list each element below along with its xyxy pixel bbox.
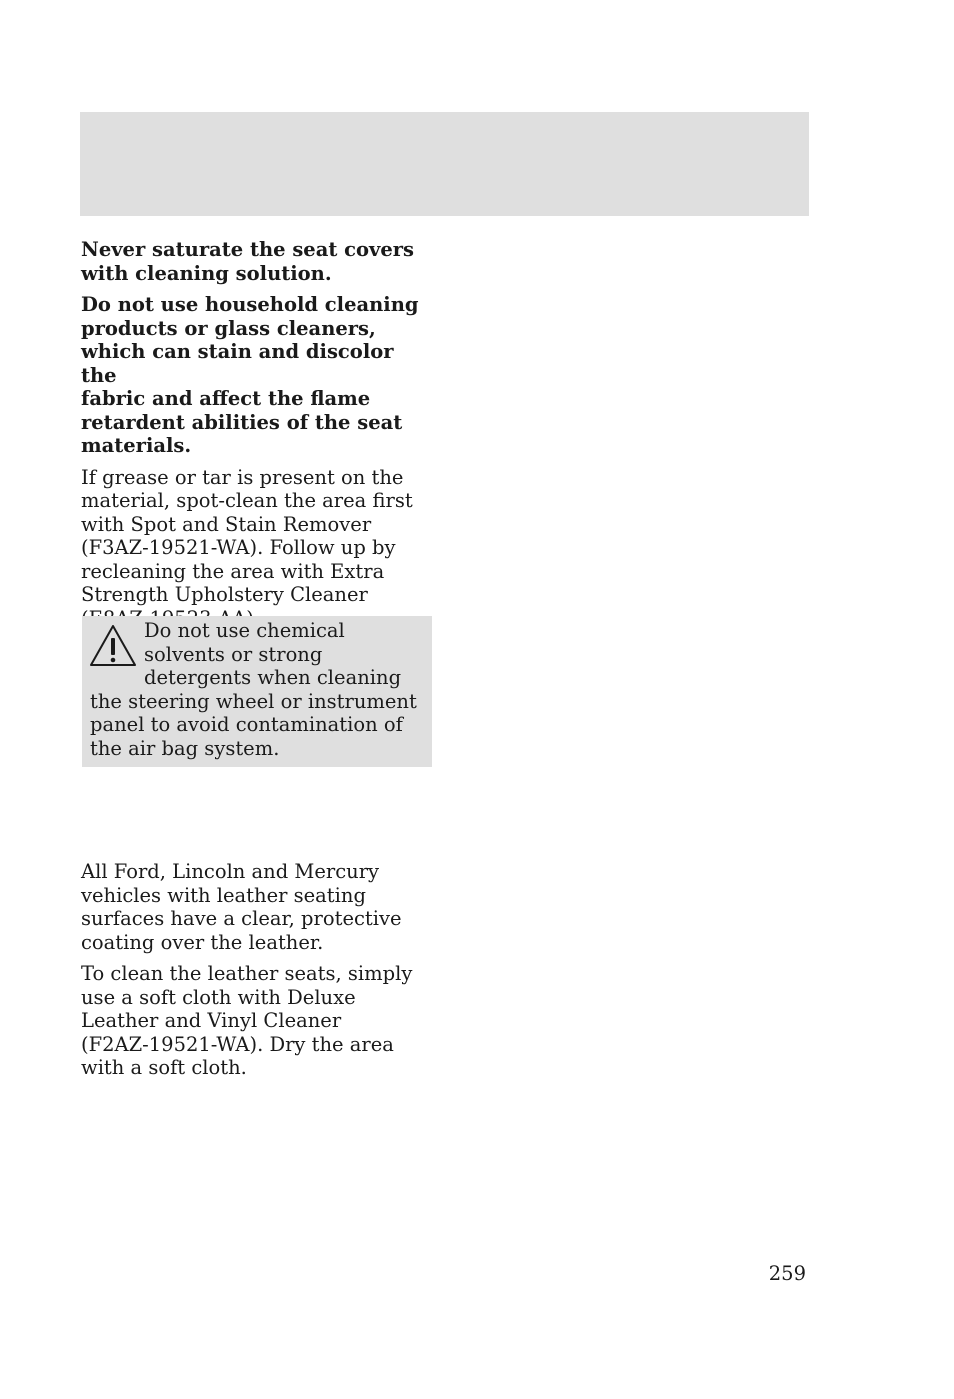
airbag-warning-text: Do not use chemical solvents or strong detergents when cleaning the steering wheel or instrument panel to avoid contamination of the air bag system. [90, 619, 417, 760]
airbag-warning-box [82, 616, 432, 767]
seat-cleaning-column-top [81, 238, 433, 630]
grease-tar-paragraph: If grease or tar is present on the material, spot-clean the area first with Spot and Stain Remover (F3AZ-19521-WA). Follow up by recleaning the area with Extra Strength Upholstery Cleaner [81, 465, 413, 606]
header-band [80, 112, 809, 216]
warning-triangle-icon [88, 623, 138, 669]
page-number: 259 [768, 1262, 806, 1285]
saturate-warning: Never saturate the seat covers with cleaning solution. [81, 238, 415, 285]
leather-cleaning-paragraph: To clean the leather seats, simply use a soft cloth with Deluxe Leather and Vinyl Cleaner (F2AZ-19521-WA). Dry the area with a soft cloth. [81, 962, 413, 1079]
household-cleaner-warning: Do not use household cleaning products or glass cleaners, which can stain and discolor the fabric and affect the flame retardent abilities of the seat materials. [81, 293, 419, 457]
leather-coating-paragraph: All Ford, Lincoln and Mercury vehicles with leather seating surfaces have a clear, protective coating over the leather. [81, 860, 402, 954]
leather-seats-column [81, 860, 433, 1080]
